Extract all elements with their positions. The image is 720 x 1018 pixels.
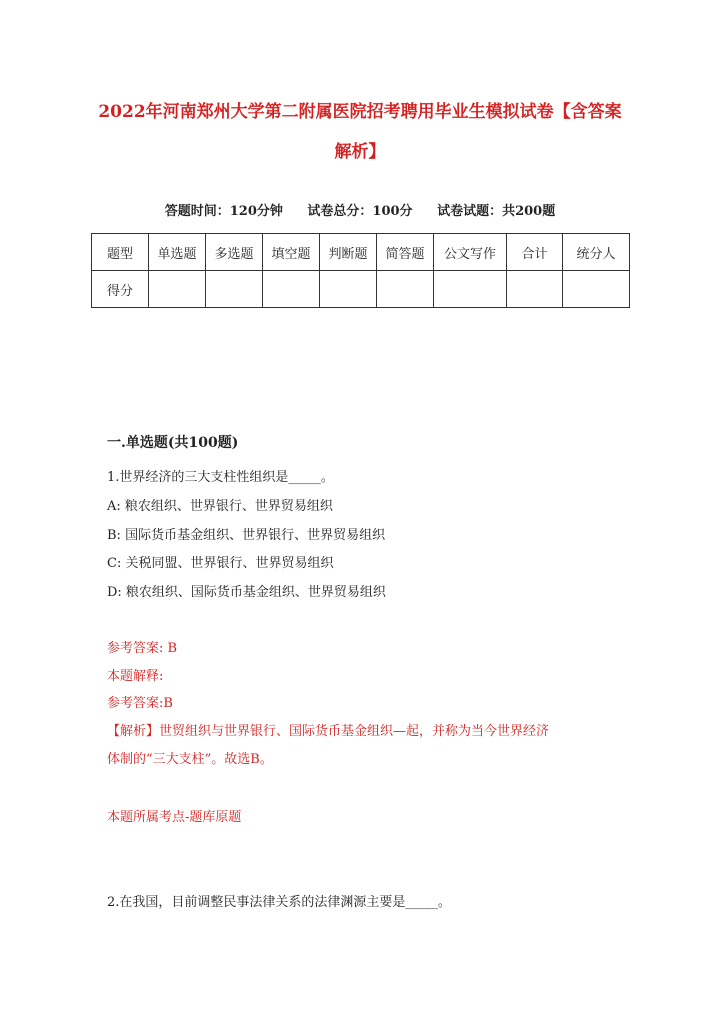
question-1-answer: 参考答案: B [107,641,178,656]
score-cell [563,271,630,308]
exam-title: 2022年河南郑州大学第二附属医院招考聘用毕业生模拟试卷【含答案解析】 [98,102,622,162]
question-1-option-d: D: 粮农组织、国际货币基金组织、世界贸易组织 [107,585,386,600]
score-table-header-row [92,234,630,271]
score-cell [377,271,434,308]
question-1-option-c: C: 关税同盟、世界银行、世界贸易组织 [107,556,334,571]
score-cell [149,271,206,308]
score-table-header: 单选题 [149,234,206,271]
score-table [91,233,630,308]
score-table-score-row [92,271,630,308]
question-1-option-b: B: 国际货币基金组织、世界银行、世界贸易组织 [107,528,386,543]
score-row-label: 得分 [92,271,149,308]
score-table-header: 简答题 [377,234,434,271]
score-cell [263,271,320,308]
question-1-knowledge-point: 本题所属考点-题库原题 [107,810,242,825]
question-1-analysis-line-2: 体制的“三大支柱”。故选B。 [107,752,273,767]
question-1-stem: 1.世界经济的三大支柱性组织是_____。 [107,470,334,485]
score-table-header: 统分人 [563,234,630,271]
score-table-header: 多选题 [206,234,263,271]
exam-question-count: 试卷试题：共200题 [437,204,556,219]
exam-total-score: 试卷总分：100分 [307,204,413,219]
score-table-header: 填空题 [263,234,320,271]
exam-meta [0,200,720,219]
score-table-header: 公文写作 [434,234,507,271]
question-1-answer-repeat: 参考答案:B [107,696,173,711]
question-2-stem: 2.在我国，目前调整民事法律关系的法律渊源主要是_____。 [107,895,451,910]
section-title: 一.单选题(共100题) [107,435,239,451]
score-cell [434,271,507,308]
question-1-explain-label: 本题解释: [107,669,164,684]
score-cell [206,271,263,308]
question-1-option-a: A: 粮农组织、世界银行、世界贸易组织 [107,499,333,514]
question-1-analysis-line-1: 【解析】世贸组织与世界银行、国际货币基金组织—起，并称为当今世界经济 [107,724,550,739]
score-cell [320,271,377,308]
score-table-header: 合计 [507,234,563,271]
exam-time: 答题时间：120分钟 [164,204,283,219]
score-table-header: 判断题 [320,234,377,271]
score-cell [507,271,563,308]
score-table-header: 题型 [92,234,149,271]
